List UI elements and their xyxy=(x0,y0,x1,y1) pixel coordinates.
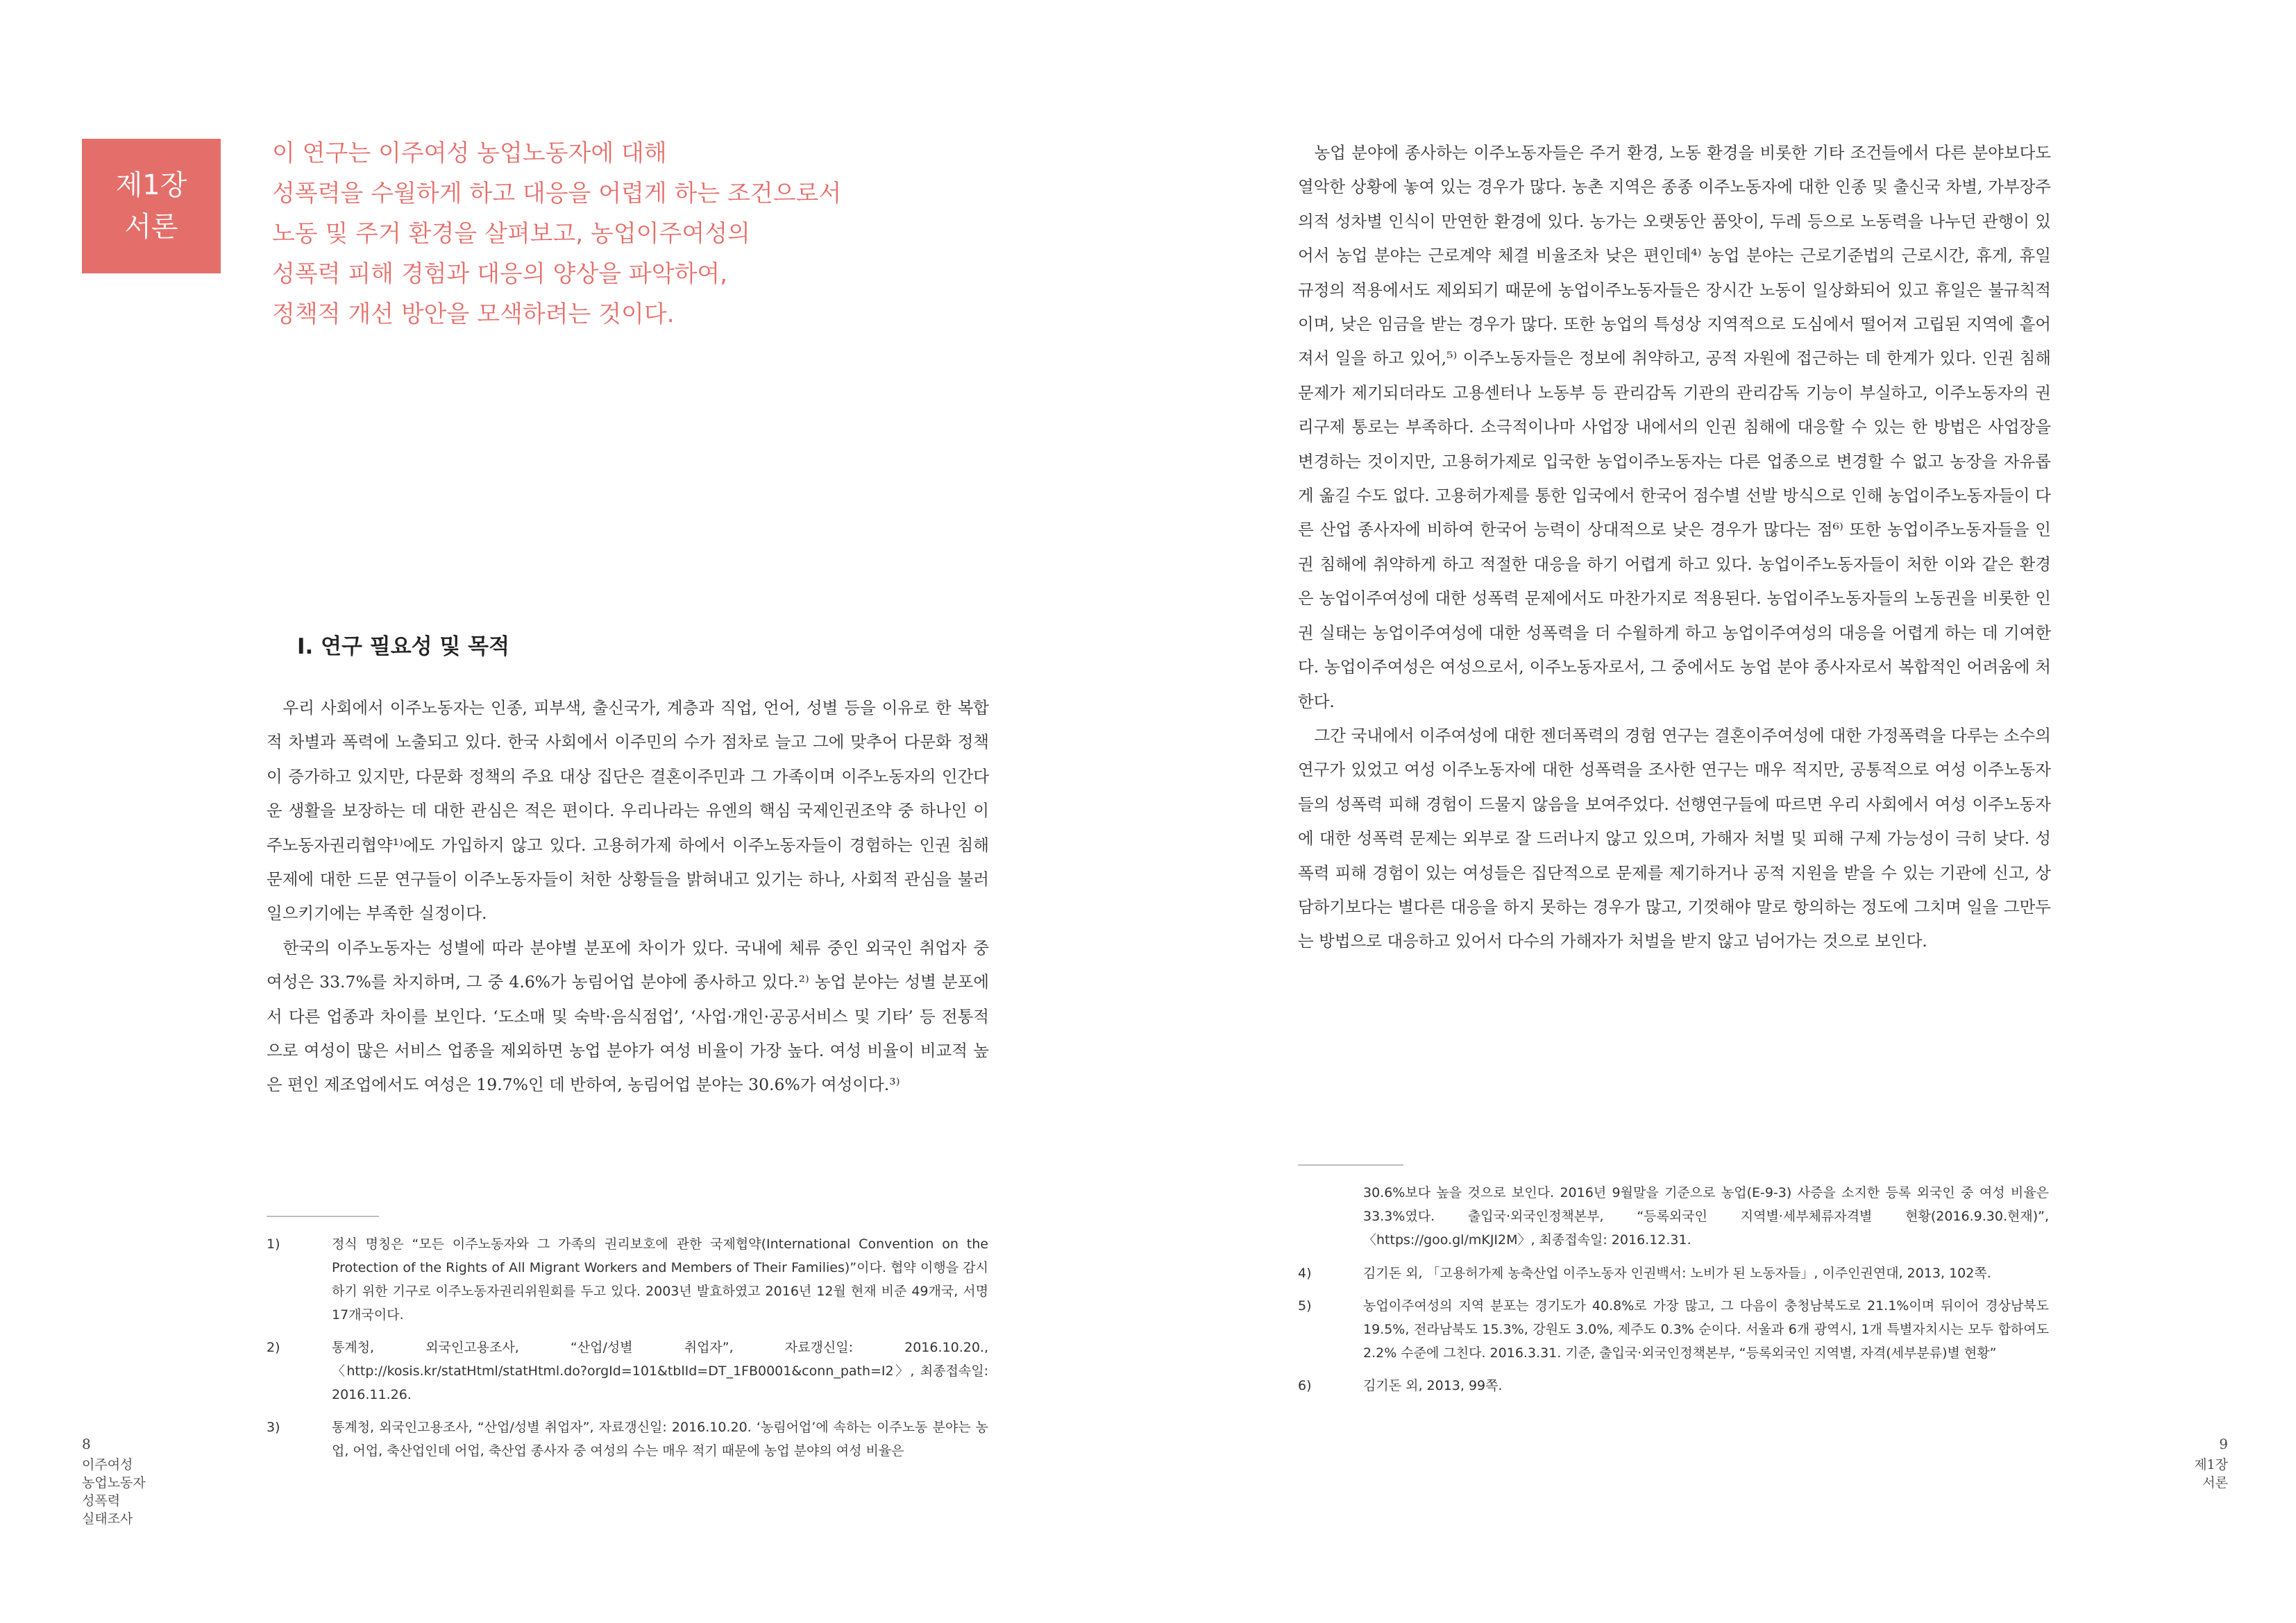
body-paragraph: 그간 국내에서 이주여성에 대한 젠더폭력의 경험 연구는 결혼이주여성에 대한 가정폭력을 다루는 소수의 연구가 있었고 여성 이주노동자에 대한 성폭력을 조사한 연구는 매우 적지만, 공통적으로 여성 이주노동자들의 성폭력 피해 경험이 드물지 않음을 보여주었다. 선행연구들에 따르면 우리 사회에서 여성 이주노동자에 대한 성폭력 문제는 외부로 잘 드러나지 않고 있으며, 가해자 처벌 및 피해 구제 가능성이 극히 낮다. 성폭력 피해 경험이 있는 여성들은 집단적으로 문제를 제기하거나 공적 지원을 받을 수 있는 기관에 신고, 상담하기보다는 별다른 대응을 하지 못하는 경우가 많고, 기껏해야 말로 항의하는 정도에 그치며 일을 그만두는 방법으로 대응하고 있어서 다수의 가해자가 처벌을 받지 않고 넘어가는 것으로 보인다. xyxy=(1298,725,2051,951)
right-page xyxy=(1148,0,2296,1623)
chapter-intro xyxy=(272,133,966,334)
footnote-text: 김기돈 외, 「고용허가제 농축산업 이주노동자 인권백서: 노비가 된 노동자들」, 이주인권연대, 2013, 102쪽. xyxy=(1363,1266,1991,1281)
running-title-line: 농업노동자 xyxy=(82,1475,146,1490)
running-title-line: 실태조사 xyxy=(82,1511,133,1527)
footnote-divider xyxy=(267,1216,379,1217)
left-footnotes xyxy=(267,1232,988,1472)
footnote xyxy=(1298,1294,2049,1365)
body-paragraph: 농업 분야에 종사하는 이주노동자들은 주거 환경, 노동 환경을 비롯한 기타 조건들에서 다른 분야보다도 열악한 상황에 놓여 있는 경우가 많다. 농촌 지역은 종종 이주노동자에 대한 인종 및 출신국 차별, 가부장주의적 성차별 인식이 만연한 환경에 있다. 농가는 오랫동안 품앗이, 두레 등으로 노동력을 나누던 관행이 있어서 농업 분야는 근로계약 체결 비율조차 낮은 편인데⁴⁾ 농업 분야는 근로기준법의 근로시간, 휴게, 휴일 규정의 적용에서도 제외되기 때문에 농업이주노동자들은 장시간 노동이 일상화되어 있고 휴일은 불규칙적이며, 낮은 임금을 받는 경우가 많다. 또한 농업의 특성상 지역적으로 도심에서 떨어져 고립된 지역에 흩어져서 일을 하고 있어,⁵⁾ 이주노동자들은 정보에 취약하고, 공적 자원에 접근하는 데 한계가 있다. 인권 침해 문제가 제기되더라도 고용센터나 노동부 등 관리감독 기관의 관리감독 기능이 부실하고, 이주노동자의 권리구제 통로는 부족하다. 소극적이나마 사업장 내에서의 인권 침해에 대응할 수 있는 한 방법은 사업장을 변경하는 것이지만, 고용허가제로 입국한 농업이주노동자는 다른 업종으로 변경할 수 없고 농장을 자유롭게 옮길 수도 없다. 고용허가제를 통한 입국에서 한국어 점수별 선발 방식으로 인해 농업이주노동자들이 다른 산업 종사자에 비하여 한국어 능력이 상대적으로 낮은 경우가 많다는 점⁶⁾ 또한 농업이주노동자들을 인권 침해에 취약하게 하고 적절한 대응을 하기 어렵게 하고 있다. 농업이주노동자들이 처한 이와 같은 환경은 농업이주여성에 대한 성폭력 문제에서도 마찬가지로 적용된다. 농업이주노동자들의 노동권을 비롯한 인권 실태는 농업이주여성에 대한 성폭력을 더 수월하게 하고 농업이주여성의 대응을 어렵게 하는 데 기여한다. 농업이주여성은 여성으로서, 이주노동자로서, 그 중에서도 농업 분야 종사자로서 복합적인 어려움에 처한다. xyxy=(1298,143,2051,711)
footnote-number: 4) xyxy=(1298,1266,1312,1281)
footnote-text: 정식 명칭은 “모든 이주노동자와 그 가족의 권리보호에 관한 국제협약(International Convention on the Protection of the Rights of All Migrant Workers and Members of Their Families)”이다. 협약 이행을 감시하기 위한 기구로 이주노동자권리위원회를 두고 있다. 2003년 발효하였고 2016년 12월 현재 비준 49개국, 서명 17개국이다. xyxy=(332,1237,988,1323)
chapter-box xyxy=(82,139,221,273)
left-folio xyxy=(82,1435,146,1528)
footnote-text: 김기돈 외, 2013, 99쪽. xyxy=(1363,1378,1503,1393)
right-footnotes xyxy=(1298,1181,2049,1407)
footnote-number: 5) xyxy=(1298,1298,1312,1314)
footnote-continuation: 30.6%보다 높을 것으로 보인다. 2016년 9월말을 기준으로 농업(E-9-3) 사증을 소지한 등록 외국인 중 여성 비율은 33.3%였다. 출입국·외국인정책본부, “등록외국인 지역별·세부체류자격별 현황(2016.9.30.현재)”, 〈https://goo.gl/mKJI2M〉, 최종접속일: 2016.12.31. xyxy=(1363,1185,2049,1248)
intro-line: 노동 및 주거 환경을 살펴보고, 농업이주여성의 xyxy=(272,220,750,248)
running-title-line: 성폭력 xyxy=(82,1493,121,1509)
footnote-text: 통계청, 외국인고용조사, “산업/성별 취업자”, 자료갱신일: 2016.10.20., 〈http://kosis.kr/statHtml/statHtml.do?orgId=101&tblId=DT_1FB0001&conn_path=I2〉, 최종접속일: 2016.11.26. xyxy=(332,1340,988,1402)
page-number: 9 xyxy=(2219,1436,2228,1452)
footnote xyxy=(267,1232,988,1327)
chapter-title: 서론 xyxy=(124,211,178,243)
intro-line: 이 연구는 이주여성 농업노동자에 대해 xyxy=(272,139,667,167)
running-title-line: 이주여성 xyxy=(82,1457,133,1472)
page-number: 8 xyxy=(82,1436,91,1452)
chapter-number: 제1장 xyxy=(115,169,187,201)
footnote-number: 6) xyxy=(1298,1378,1312,1393)
intro-line: 성폭력을 수월하게 하고 대응을 어렵게 하는 조건으로서 xyxy=(272,180,842,207)
footnote xyxy=(267,1336,988,1407)
footnote-number: 1) xyxy=(267,1237,280,1252)
running-title-line: 제1장 xyxy=(2194,1457,2228,1472)
intro-line: 정책적 개선 방안을 모색하려는 것이다. xyxy=(272,300,675,328)
section-heading: Ⅰ. 연구 필요성 및 목적 xyxy=(297,634,510,659)
body-paragraph: 한국의 이주노동자는 성별에 따라 분야별 분포에 차이가 있다. 국내에 체류 중인 외국인 취업자 중 여성은 33.7%를 차지하며, 그 중 4.6%가 농림어업 분야에 종사하고 있다.²⁾ 농업 분야는 성별 분포에서 다른 업종과 차이를 보인다. ‘도소매 및 숙박·음식점업’, ‘사업·개인·공공서비스 및 기타’ 등 전통적으로 여성이 많은 서비스 업종을 제외하면 농업 분야가 여성 비율이 가장 높다. 여성 비율이 비교적 높은 편인 제조업에서도 여성은 19.7%인 데 반하여, 농림어업 분야는 30.6%가 여성이다.³⁾ xyxy=(267,937,989,1095)
intro-line: 성폭력 피해 경험과 대응의 양상을 파악하여, xyxy=(272,260,728,288)
left-body-text xyxy=(267,691,989,1103)
footnote-divider xyxy=(1298,1164,1403,1166)
body-paragraph: 우리 사회에서 이주노동자는 인종, 피부색, 출신국가, 계층과 직업, 언어, 성별 등을 이유로 한 복합적 차별과 폭력에 노출되고 있다. 한국 사회에서 이주민의 수가 점차로 늘고 그에 맞추어 다문화 정책이 증가하고 있지만, 다문화 정책의 주요 대상 집단은 결혼이주민과 그 가족이며 이주노동자의 인간다운 생활을 보장하는 데 대한 관심은 적은 편이다. 우리나라는 유엔의 핵심 국제인권조약 중 하나인 이주노동자권리협약¹⁾에도 가입하지 않고 있다. 고용허가제 하에서 이주노동자들이 경험하는 인권 침해 문제에 대한 드문 연구들이 이주노동자들이 처한 상황들을 밝혀내고 있기는 하나, 사회적 관심을 불러일으키기에는 부족한 실정이다. xyxy=(267,698,989,924)
footnote-text: 통계청, 외국인고용조사, “산업/성별 취업자”, 자료갱신일: 2016.10.20. ‘농림어업’에 속하는 이주노동 분야는 농업, 어업, 축산업인데 어업, 축산업 종사자 중 여성의 수는 매우 적기 때문에 농업 분야의 여성 비율은 xyxy=(332,1420,988,1459)
right-body-text xyxy=(1298,136,2051,959)
footnote-number: 3) xyxy=(267,1420,280,1435)
footnote xyxy=(267,1416,988,1463)
footnote xyxy=(1298,1374,2049,1397)
right-folio xyxy=(2194,1435,2228,1492)
running-title-line: 서론 xyxy=(2202,1475,2228,1490)
footnote xyxy=(1298,1261,2049,1285)
footnote-text: 농업이주여성의 지역 분포는 경기도가 40.8%로 가장 많고, 그 다음이 충청남북도로 21.1%이며 뒤이어 경상남북도 19.5%, 전라남북도 15.3%, 강원도 3.0%, 제주도 0.3% 순이다. 서울과 6개 광역시, 1개 특별자치시는 모두 합하여도 2.2% 수준에 그친다. 2016.3.31. 기준, 출입국·외국인정책본부, “등록외국인 지역별, 자격(세부분류)별 현황” xyxy=(1363,1298,2049,1361)
footnote-number: 2) xyxy=(267,1340,280,1355)
